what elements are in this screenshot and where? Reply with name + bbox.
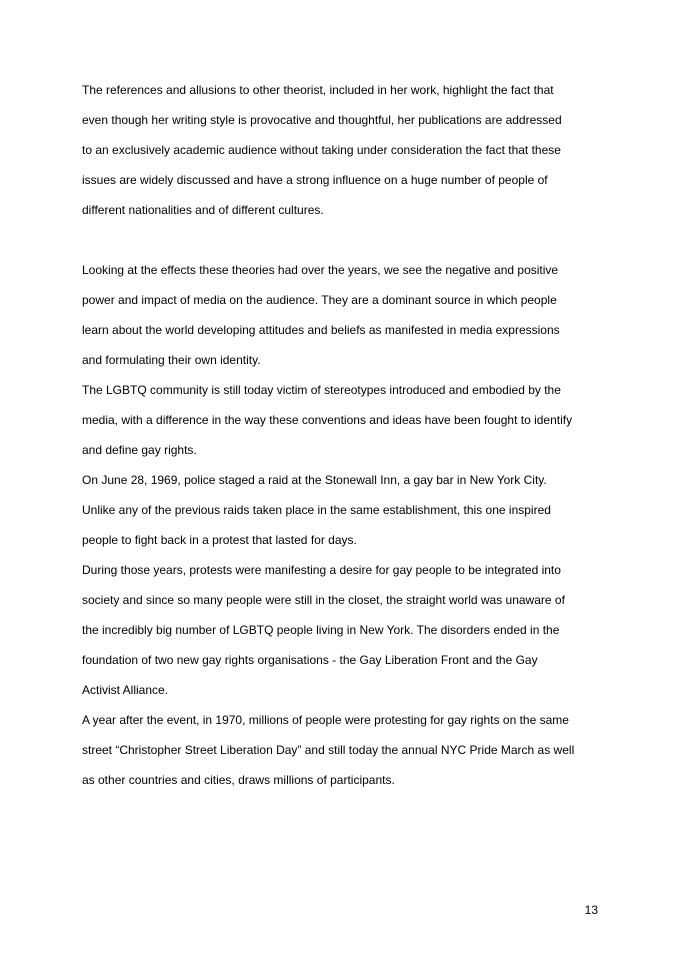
text-line: people to fight back in a protest that lasted for days.: [82, 533, 357, 547]
paragraph-4: [82, 465, 606, 555]
text-line: A year after the event, in 1970, millions of people were protesting for gay rights on the same: [82, 713, 569, 727]
text-line: different nationalities and of different cultures.: [82, 203, 324, 217]
text-line: Looking at the effects these theories had over the years, we see the negative and positive: [82, 263, 559, 277]
text-line: to an exclusively academic audience without taking under consideration the fact that these: [82, 143, 561, 157]
text-line: learn about the world developing attitudes and beliefs as manifested in media expressions: [82, 323, 560, 337]
body-text: [82, 255, 606, 795]
text-line: and define gay rights.: [82, 443, 197, 457]
text-line: issues are widely discussed and have a strong influence on a huge number of people of: [82, 173, 548, 187]
text-line: power and impact of media on the audience. They are a dominant source in which people: [82, 293, 557, 307]
text-line: and formulating their own identity.: [82, 353, 261, 367]
text-line: The references and allusions to other theorist, included in her work, highlight the fact that: [82, 83, 554, 97]
text-line: street “Christopher Street Liberation Day” and still today the annual NYC Pride March as well: [82, 743, 575, 757]
text-line: the incredibly big number of LGBTQ people living in New York. The disorders ended in the: [82, 623, 560, 637]
text-line: as other countries and cities, draws millions of participants.: [82, 773, 395, 787]
paragraph-5: [82, 555, 606, 705]
paragraph-3: [82, 375, 606, 465]
paragraph-2: [82, 255, 606, 375]
paragraph-6: [82, 705, 606, 795]
text-line: media, with a difference in the way these conventions and ideas have been fought to identify: [82, 413, 573, 427]
paragraph-1: [82, 75, 606, 225]
text-line: society and since so many people were still in the closet, the straight world was unaware of: [82, 593, 565, 607]
text-line: even though her writing style is provocative and thoughtful, her publications are addressed: [82, 113, 562, 127]
text-line: On June 28, 1969, police staged a raid at the Stonewall Inn, a gay bar in New York City.: [82, 473, 547, 487]
text-line: Unlike any of the previous raids taken place in the same establishment, this one inspired: [82, 503, 551, 517]
page-number: 13: [584, 903, 598, 917]
text-line: Activist Alliance.: [82, 683, 169, 697]
text-line: During those years, protests were manifesting a desire for gay people to be integrated into: [82, 563, 561, 577]
text-line: The LGBTQ community is still today victim of stereotypes introduced and embodied by the: [82, 383, 561, 397]
text-line: foundation of two new gay rights organisations - the Gay Liberation Front and the Gay: [82, 653, 538, 667]
